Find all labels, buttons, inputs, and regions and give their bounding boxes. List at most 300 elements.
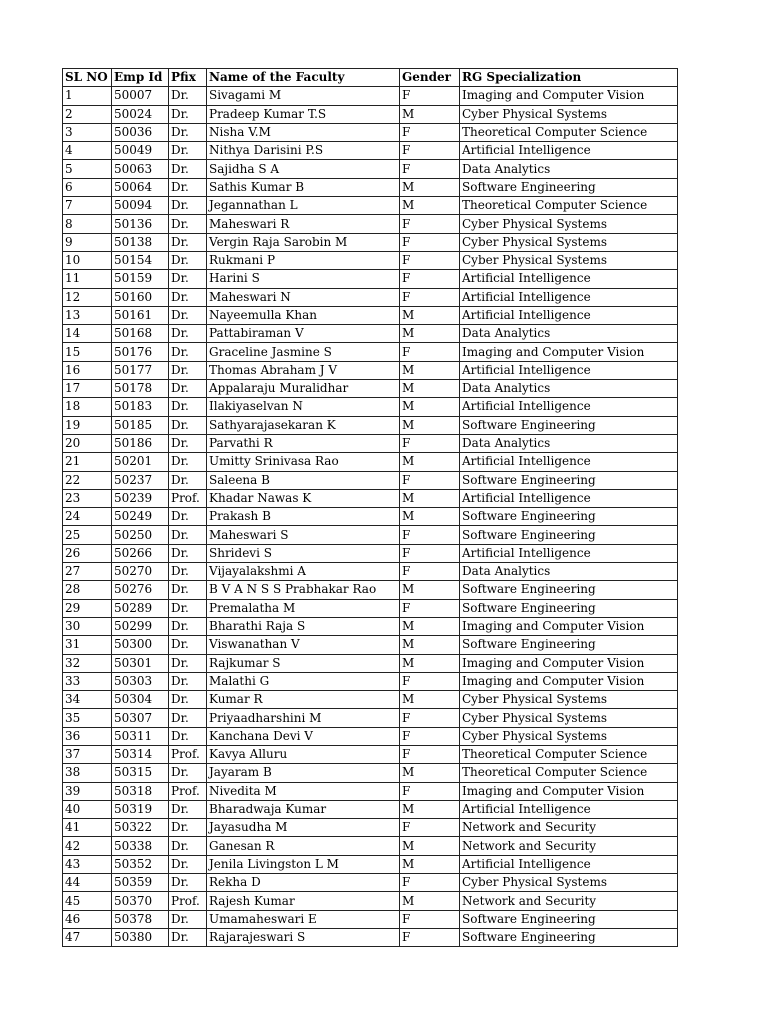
emp-id-cell: 50270: [112, 563, 169, 581]
emp-id-cell: 50380: [112, 928, 169, 946]
prefix-cell: Dr.: [169, 105, 207, 123]
emp-id-cell: 50036: [112, 123, 169, 141]
sl-no-cell: 15: [63, 343, 112, 361]
prefix-cell: Dr.: [169, 764, 207, 782]
prefix-cell: Dr.: [169, 672, 207, 690]
specialization-cell: Artificial Intelligence: [460, 288, 678, 306]
gender-cell: M: [400, 508, 460, 526]
prefix-cell: Dr.: [169, 727, 207, 745]
faculty-name-cell: Thomas Abraham J V: [207, 361, 400, 379]
gender-cell: F: [400, 745, 460, 763]
specialization-cell: Cyber Physical Systems: [460, 691, 678, 709]
table-row: [63, 691, 678, 709]
sl-no-cell: 16: [63, 361, 112, 379]
prefix-cell: Dr.: [169, 691, 207, 709]
sl-no-cell: 31: [63, 636, 112, 654]
sl-no-cell: 21: [63, 453, 112, 471]
specialization-cell: Cyber Physical Systems: [460, 874, 678, 892]
table-row: [63, 745, 678, 763]
sl-no-cell: 20: [63, 434, 112, 452]
table-row: [63, 874, 678, 892]
prefix-cell: Dr.: [169, 160, 207, 178]
prefix-cell: Dr.: [169, 197, 207, 215]
prefix-cell: Dr.: [169, 471, 207, 489]
header-prefix: Pfix: [169, 69, 207, 87]
gender-cell: F: [400, 709, 460, 727]
gender-cell: F: [400, 544, 460, 562]
gender-cell: F: [400, 270, 460, 288]
faculty-name-cell: Maheswari S: [207, 526, 400, 544]
specialization-cell: Data Analytics: [460, 325, 678, 343]
gender-cell: F: [400, 343, 460, 361]
table-row: [63, 819, 678, 837]
sl-no-cell: 8: [63, 215, 112, 233]
faculty-name-cell: Vergin Raja Sarobin M: [207, 233, 400, 251]
faculty-name-cell: Prakash B: [207, 508, 400, 526]
specialization-cell: Network and Security: [460, 892, 678, 910]
specialization-cell: Software Engineering: [460, 581, 678, 599]
sl-no-cell: 46: [63, 910, 112, 928]
emp-id-cell: 50315: [112, 764, 169, 782]
sl-no-cell: 41: [63, 819, 112, 837]
faculty-name-cell: Maheswari N: [207, 288, 400, 306]
sl-no-cell: 40: [63, 800, 112, 818]
table-row: [63, 599, 678, 617]
prefix-cell: Dr.: [169, 636, 207, 654]
table-row: [63, 508, 678, 526]
emp-id-cell: 50338: [112, 837, 169, 855]
emp-id-cell: 50064: [112, 178, 169, 196]
emp-id-cell: 50007: [112, 87, 169, 105]
gender-cell: M: [400, 581, 460, 599]
sl-no-cell: 10: [63, 251, 112, 269]
prefix-cell: Prof.: [169, 745, 207, 763]
emp-id-cell: 50300: [112, 636, 169, 654]
table-row: [63, 453, 678, 471]
faculty-name-cell: Pradeep Kumar T.S: [207, 105, 400, 123]
sl-no-cell: 35: [63, 709, 112, 727]
emp-id-cell: 50370: [112, 892, 169, 910]
table-row: [63, 233, 678, 251]
prefix-cell: Dr.: [169, 325, 207, 343]
table-row: [63, 197, 678, 215]
specialization-cell: Artificial Intelligence: [460, 398, 678, 416]
specialization-cell: Cyber Physical Systems: [460, 251, 678, 269]
gender-cell: M: [400, 617, 460, 635]
specialization-cell: Software Engineering: [460, 910, 678, 928]
sl-no-cell: 27: [63, 563, 112, 581]
emp-id-cell: 50266: [112, 544, 169, 562]
faculty-name-cell: Sajidha S A: [207, 160, 400, 178]
emp-id-cell: 50159: [112, 270, 169, 288]
gender-cell: F: [400, 874, 460, 892]
prefix-cell: Dr.: [169, 270, 207, 288]
faculty-table: [62, 68, 678, 947]
emp-id-cell: 50301: [112, 654, 169, 672]
faculty-name-cell: Bharadwaja Kumar: [207, 800, 400, 818]
specialization-cell: Artificial Intelligence: [460, 489, 678, 507]
gender-cell: M: [400, 855, 460, 873]
emp-id-cell: 50201: [112, 453, 169, 471]
emp-id-cell: 50063: [112, 160, 169, 178]
sl-no-cell: 5: [63, 160, 112, 178]
emp-id-cell: 50318: [112, 782, 169, 800]
specialization-cell: Software Engineering: [460, 928, 678, 946]
table-row: [63, 471, 678, 489]
faculty-name-cell: Umitty Srinivasa Rao: [207, 453, 400, 471]
faculty-name-cell: Nithya Darisini P.S: [207, 142, 400, 160]
sl-no-cell: 17: [63, 380, 112, 398]
prefix-cell: Dr.: [169, 508, 207, 526]
table-row: [63, 416, 678, 434]
table-row: [63, 251, 678, 269]
sl-no-cell: 26: [63, 544, 112, 562]
prefix-cell: Dr.: [169, 288, 207, 306]
specialization-cell: Imaging and Computer Vision: [460, 654, 678, 672]
gender-cell: M: [400, 654, 460, 672]
emp-id-cell: 50250: [112, 526, 169, 544]
prefix-cell: Dr.: [169, 599, 207, 617]
table-row: [63, 87, 678, 105]
faculty-name-cell: Sathis Kumar B: [207, 178, 400, 196]
prefix-cell: Prof.: [169, 892, 207, 910]
table-row: [63, 398, 678, 416]
gender-cell: F: [400, 526, 460, 544]
faculty-name-cell: Malathi G: [207, 672, 400, 690]
prefix-cell: Dr.: [169, 563, 207, 581]
faculty-name-cell: Sathyarajasekaran K: [207, 416, 400, 434]
faculty-name-cell: Vijayalakshmi A: [207, 563, 400, 581]
specialization-cell: Data Analytics: [460, 563, 678, 581]
emp-id-cell: 50289: [112, 599, 169, 617]
prefix-cell: Dr.: [169, 361, 207, 379]
gender-cell: M: [400, 306, 460, 324]
gender-cell: M: [400, 416, 460, 434]
table-row: [63, 544, 678, 562]
faculty-name-cell: Ganesan R: [207, 837, 400, 855]
specialization-cell: Imaging and Computer Vision: [460, 672, 678, 690]
faculty-name-cell: Nayeemulla Khan: [207, 306, 400, 324]
sl-no-cell: 30: [63, 617, 112, 635]
gender-cell: M: [400, 489, 460, 507]
emp-id-cell: 50177: [112, 361, 169, 379]
faculty-name-cell: Premalatha M: [207, 599, 400, 617]
gender-cell: M: [400, 325, 460, 343]
sl-no-cell: 22: [63, 471, 112, 489]
gender-cell: M: [400, 837, 460, 855]
table-row: [63, 654, 678, 672]
specialization-cell: Imaging and Computer Vision: [460, 617, 678, 635]
prefix-cell: Dr.: [169, 398, 207, 416]
faculty-name-cell: Viswanathan V: [207, 636, 400, 654]
faculty-name-cell: Rajarajeswari S: [207, 928, 400, 946]
sl-no-cell: 6: [63, 178, 112, 196]
gender-cell: F: [400, 251, 460, 269]
gender-cell: M: [400, 197, 460, 215]
prefix-cell: Dr.: [169, 215, 207, 233]
header-gender: Gender: [400, 69, 460, 87]
gender-cell: F: [400, 910, 460, 928]
faculty-name-cell: Nivedita M: [207, 782, 400, 800]
faculty-name-cell: Appalaraju Muralidhar: [207, 380, 400, 398]
gender-cell: F: [400, 563, 460, 581]
emp-id-cell: 50237: [112, 471, 169, 489]
emp-id-cell: 50183: [112, 398, 169, 416]
table-row: [63, 782, 678, 800]
specialization-cell: Cyber Physical Systems: [460, 727, 678, 745]
prefix-cell: Dr.: [169, 654, 207, 672]
specialization-cell: Cyber Physical Systems: [460, 709, 678, 727]
table-row: [63, 581, 678, 599]
prefix-cell: Prof.: [169, 782, 207, 800]
table-row: [63, 672, 678, 690]
gender-cell: F: [400, 160, 460, 178]
sl-no-cell: 28: [63, 581, 112, 599]
specialization-cell: Imaging and Computer Vision: [460, 782, 678, 800]
gender-cell: M: [400, 361, 460, 379]
faculty-name-cell: Maheswari R: [207, 215, 400, 233]
gender-cell: F: [400, 599, 460, 617]
emp-id-cell: 50178: [112, 380, 169, 398]
table-row: [63, 526, 678, 544]
table-row: [63, 764, 678, 782]
sl-no-cell: 12: [63, 288, 112, 306]
specialization-cell: Artificial Intelligence: [460, 453, 678, 471]
sl-no-cell: 45: [63, 892, 112, 910]
prefix-cell: Dr.: [169, 526, 207, 544]
specialization-cell: Software Engineering: [460, 416, 678, 434]
sl-no-cell: 43: [63, 855, 112, 873]
gender-cell: F: [400, 288, 460, 306]
table-row: [63, 306, 678, 324]
emp-id-cell: 50186: [112, 434, 169, 452]
faculty-name-cell: Jenila Livingston L M: [207, 855, 400, 873]
sl-no-cell: 38: [63, 764, 112, 782]
prefix-cell: Dr.: [169, 380, 207, 398]
sl-no-cell: 14: [63, 325, 112, 343]
gender-cell: M: [400, 398, 460, 416]
emp-id-cell: 50049: [112, 142, 169, 160]
prefix-cell: Dr.: [169, 617, 207, 635]
specialization-cell: Network and Security: [460, 837, 678, 855]
table-row: [63, 288, 678, 306]
specialization-cell: Artificial Intelligence: [460, 361, 678, 379]
faculty-name-cell: Rekha D: [207, 874, 400, 892]
specialization-cell: Cyber Physical Systems: [460, 105, 678, 123]
table-row: [63, 434, 678, 452]
table-row: [63, 709, 678, 727]
prefix-cell: Dr.: [169, 709, 207, 727]
specialization-cell: Artificial Intelligence: [460, 544, 678, 562]
prefix-cell: Dr.: [169, 855, 207, 873]
prefix-cell: Dr.: [169, 123, 207, 141]
faculty-name-cell: Priyaadharshini M: [207, 709, 400, 727]
sl-no-cell: 42: [63, 837, 112, 855]
gender-cell: F: [400, 928, 460, 946]
sl-no-cell: 7: [63, 197, 112, 215]
gender-cell: F: [400, 142, 460, 160]
specialization-cell: Theoretical Computer Science: [460, 764, 678, 782]
specialization-cell: Artificial Intelligence: [460, 800, 678, 818]
emp-id-cell: 50136: [112, 215, 169, 233]
gender-cell: F: [400, 782, 460, 800]
gender-cell: F: [400, 123, 460, 141]
faculty-name-cell: Rajesh Kumar: [207, 892, 400, 910]
emp-id-cell: 50322: [112, 819, 169, 837]
faculty-name-cell: Bharathi Raja S: [207, 617, 400, 635]
table-header-row: [63, 69, 678, 87]
prefix-cell: Dr.: [169, 142, 207, 160]
faculty-name-cell: Kavya Alluru: [207, 745, 400, 763]
specialization-cell: Data Analytics: [460, 160, 678, 178]
sl-no-cell: 1: [63, 87, 112, 105]
specialization-cell: Software Engineering: [460, 471, 678, 489]
emp-id-cell: 50304: [112, 691, 169, 709]
gender-cell: F: [400, 215, 460, 233]
emp-id-cell: 50319: [112, 800, 169, 818]
emp-id-cell: 50314: [112, 745, 169, 763]
specialization-cell: Software Engineering: [460, 636, 678, 654]
specialization-cell: Theoretical Computer Science: [460, 745, 678, 763]
prefix-cell: Dr.: [169, 819, 207, 837]
table-row: [63, 910, 678, 928]
sl-no-cell: 18: [63, 398, 112, 416]
table-row: [63, 928, 678, 946]
faculty-name-cell: Kanchana Devi V: [207, 727, 400, 745]
sl-no-cell: 24: [63, 508, 112, 526]
sl-no-cell: 36: [63, 727, 112, 745]
emp-id-cell: 50299: [112, 617, 169, 635]
header-specialization: RG Specialization: [460, 69, 678, 87]
emp-id-cell: 50276: [112, 581, 169, 599]
prefix-cell: Prof.: [169, 489, 207, 507]
header-sl-no: SL NO: [63, 69, 112, 87]
emp-id-cell: 50168: [112, 325, 169, 343]
gender-cell: F: [400, 819, 460, 837]
header-emp-id: Emp Id: [112, 69, 169, 87]
specialization-cell: Software Engineering: [460, 526, 678, 544]
specialization-cell: Artificial Intelligence: [460, 142, 678, 160]
specialization-cell: Software Engineering: [460, 178, 678, 196]
table-row: [63, 270, 678, 288]
faculty-name-cell: Ilakiyaselvan N: [207, 398, 400, 416]
table-row: [63, 343, 678, 361]
specialization-cell: Artificial Intelligence: [460, 306, 678, 324]
emp-id-cell: 50378: [112, 910, 169, 928]
prefix-cell: Dr.: [169, 87, 207, 105]
table-row: [63, 563, 678, 581]
table-row: [63, 325, 678, 343]
prefix-cell: Dr.: [169, 837, 207, 855]
emp-id-cell: 50185: [112, 416, 169, 434]
sl-no-cell: 32: [63, 654, 112, 672]
table-row: [63, 178, 678, 196]
faculty-name-cell: Khadar Nawas K: [207, 489, 400, 507]
gender-cell: M: [400, 178, 460, 196]
gender-cell: F: [400, 727, 460, 745]
specialization-cell: Cyber Physical Systems: [460, 233, 678, 251]
emp-id-cell: 50307: [112, 709, 169, 727]
faculty-name-cell: Rajkumar S: [207, 654, 400, 672]
emp-id-cell: 50160: [112, 288, 169, 306]
specialization-cell: Data Analytics: [460, 434, 678, 452]
faculty-name-cell: Nisha V.M: [207, 123, 400, 141]
gender-cell: M: [400, 691, 460, 709]
sl-no-cell: 2: [63, 105, 112, 123]
emp-id-cell: 50176: [112, 343, 169, 361]
faculty-name-cell: Parvathi R: [207, 434, 400, 452]
emp-id-cell: 50311: [112, 727, 169, 745]
emp-id-cell: 50239: [112, 489, 169, 507]
table-row: [63, 105, 678, 123]
prefix-cell: Dr.: [169, 416, 207, 434]
emp-id-cell: 50024: [112, 105, 169, 123]
faculty-name-cell: Jegannathan L: [207, 197, 400, 215]
faculty-name-cell: Jayasudha M: [207, 819, 400, 837]
sl-no-cell: 11: [63, 270, 112, 288]
emp-id-cell: 50303: [112, 672, 169, 690]
specialization-cell: Theoretical Computer Science: [460, 197, 678, 215]
sl-no-cell: 44: [63, 874, 112, 892]
gender-cell: M: [400, 105, 460, 123]
table-row: [63, 489, 678, 507]
gender-cell: F: [400, 672, 460, 690]
table-body: [63, 87, 678, 947]
specialization-cell: Software Engineering: [460, 599, 678, 617]
sl-no-cell: 39: [63, 782, 112, 800]
gender-cell: F: [400, 87, 460, 105]
prefix-cell: Dr.: [169, 544, 207, 562]
faculty-name-cell: Kumar R: [207, 691, 400, 709]
faculty-name-cell: Shridevi S: [207, 544, 400, 562]
table-row: [63, 892, 678, 910]
prefix-cell: Dr.: [169, 874, 207, 892]
faculty-name-cell: Harini S: [207, 270, 400, 288]
table-row: [63, 727, 678, 745]
table-row: [63, 617, 678, 635]
table-row: [63, 215, 678, 233]
faculty-name-cell: Umamaheswari E: [207, 910, 400, 928]
table-row: [63, 123, 678, 141]
gender-cell: M: [400, 800, 460, 818]
sl-no-cell: 23: [63, 489, 112, 507]
gender-cell: M: [400, 636, 460, 654]
sl-no-cell: 4: [63, 142, 112, 160]
faculty-name-cell: Graceline Jasmine S: [207, 343, 400, 361]
specialization-cell: Data Analytics: [460, 380, 678, 398]
table-row: [63, 142, 678, 160]
faculty-name-cell: Saleena B: [207, 471, 400, 489]
emp-id-cell: 50138: [112, 233, 169, 251]
sl-no-cell: 25: [63, 526, 112, 544]
sl-no-cell: 29: [63, 599, 112, 617]
header-faculty-name: Name of the Faculty: [207, 69, 400, 87]
table-row: [63, 160, 678, 178]
gender-cell: M: [400, 892, 460, 910]
table-row: [63, 855, 678, 873]
specialization-cell: Imaging and Computer Vision: [460, 87, 678, 105]
specialization-cell: Network and Security: [460, 819, 678, 837]
sl-no-cell: 19: [63, 416, 112, 434]
faculty-name-cell: Sivagami M: [207, 87, 400, 105]
emp-id-cell: 50154: [112, 251, 169, 269]
sl-no-cell: 3: [63, 123, 112, 141]
sl-no-cell: 34: [63, 691, 112, 709]
prefix-cell: Dr.: [169, 178, 207, 196]
table-row: [63, 361, 678, 379]
sl-no-cell: 9: [63, 233, 112, 251]
prefix-cell: Dr.: [169, 251, 207, 269]
